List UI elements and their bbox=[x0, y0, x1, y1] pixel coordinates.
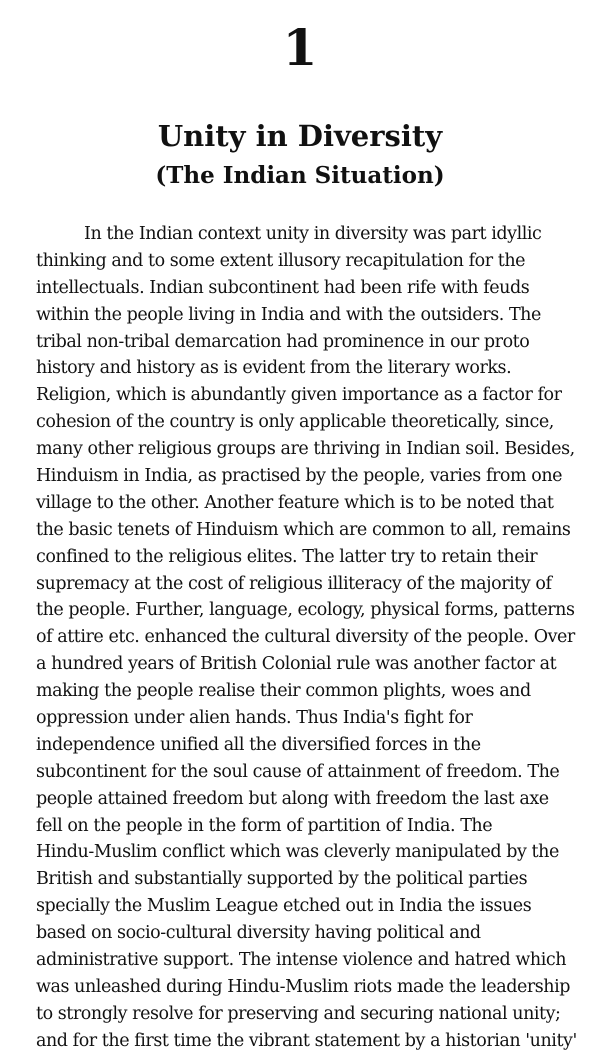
paragraph-line: a hundred years of British Colonial rule was another factor at bbox=[36, 654, 557, 675]
paragraph-line: fell on the people in the form of partition of India. The bbox=[36, 815, 493, 836]
paragraph-line: In the Indian context unity in diversity was part idyllic bbox=[84, 224, 542, 244]
paragraph-line: many other religious groups are thriving in Indian soil. Besides, bbox=[36, 439, 575, 460]
paragraph-line: to strongly resolve for preserving and securing national unity; bbox=[36, 1003, 561, 1024]
paragraph-line: Religion, which is abundantly given importance as a factor for bbox=[36, 385, 562, 406]
paragraph-line: based on socio-cultural diversity having political and bbox=[36, 923, 481, 944]
paragraph-line: specially the Muslim League etched out in India the issues bbox=[36, 896, 532, 917]
chapter-subtitle: (The Indian Situation) bbox=[155, 162, 445, 189]
paragraph-line: administrative support. The intense violence and hatred which bbox=[36, 950, 567, 971]
paragraph-line: people attained freedom but along with freedom the last axe bbox=[36, 788, 549, 809]
body-paragraph bbox=[36, 221, 580, 1055]
paragraph-line: and for the first time the vibrant statement by a historian 'unity' bbox=[36, 1030, 577, 1051]
paragraph-line: cohesion of the country is only applicable theoretically, since, bbox=[36, 412, 554, 433]
paragraph-line: supremacy at the cost of religious illiteracy of the majority of bbox=[36, 573, 552, 594]
paragraph-line: village to the other. Another feature which is to be noted that bbox=[36, 492, 554, 513]
paragraph-line: British and substantially supported by the political parties bbox=[36, 869, 528, 890]
paragraph-line: history and history as is evident from the literary works. bbox=[36, 358, 512, 379]
paragraph-line: of attire etc. enhanced the cultural diversity of the people. Over bbox=[36, 627, 575, 648]
paragraph-line: intellectuals. Indian subcontinent had been rife with feuds bbox=[36, 277, 530, 298]
paragraph-line: thinking and to some extent illusory recapitulation for the bbox=[36, 250, 526, 271]
chapter-title: Unity in Diversity bbox=[157, 119, 443, 153]
paragraph-line: within the people living in India and with the outsiders. The bbox=[36, 304, 541, 325]
paragraph-line: confined to the religious elites. The latter try to retain their bbox=[36, 546, 538, 567]
paragraph-line: the basic tenets of Hinduism which are common to all, remains bbox=[36, 519, 571, 540]
chapter-number: 1 bbox=[282, 18, 318, 77]
paragraph-line: was unleashed during Hindu-Muslim riots made the leadership bbox=[36, 976, 571, 997]
paragraph-line: independence unified all the diversified forces in the bbox=[36, 734, 481, 755]
paragraph-line: oppression under alien hands. Thus India's fight for bbox=[36, 708, 473, 729]
paragraph-line: making the people realise their common plights, woes and bbox=[36, 681, 531, 702]
paragraph-line: subcontinent for the soul cause of attainment of freedom. The bbox=[36, 761, 560, 782]
paragraph-line: the people. Further, language, ecology, physical forms, patterns bbox=[36, 600, 575, 621]
paragraph-line: Hindu-Muslim conflict which was cleverly manipulated by the bbox=[36, 842, 559, 863]
paragraph-line: Hinduism in India, as practised by the people, varies from one bbox=[36, 466, 563, 487]
paragraph-line: tribal non-tribal demarcation had prominence in our proto bbox=[36, 331, 530, 352]
